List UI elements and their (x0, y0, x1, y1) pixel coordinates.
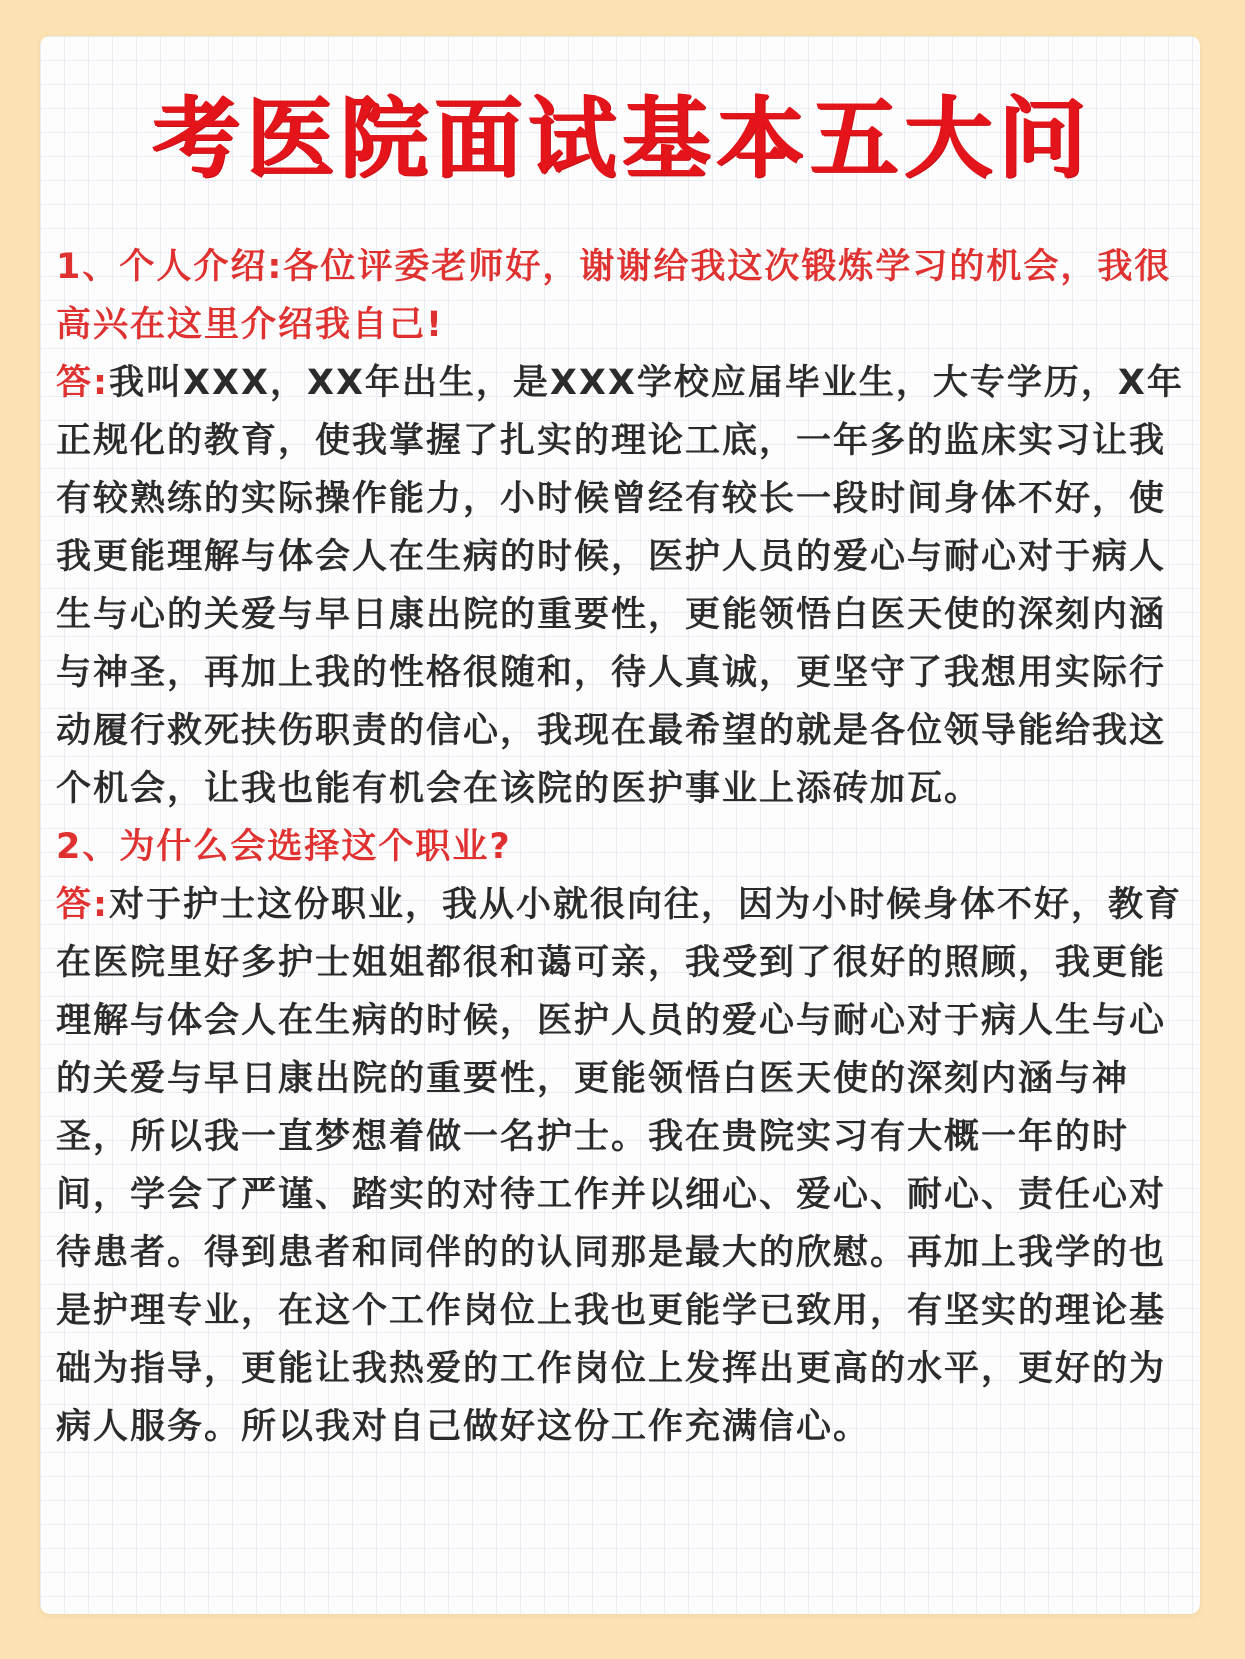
answer-label: 答: (56, 885, 109, 925)
question-2: 2、为什么会选择这个职业? (56, 827, 512, 867)
page-title: 考医院面试基本五大问 (152, 87, 1093, 190)
question-1: 1、个人介绍:各位评委老师好，谢谢给我这次锻炼学习的机会，我很高兴在这里介绍我自己! (56, 247, 1172, 345)
answer-2 (56, 876, 1196, 1456)
answer-1 (56, 354, 1196, 818)
answer-label: 答: (56, 363, 109, 403)
answer-text: 我叫XXX，XX年出生，是XXX学校应届毕业生，大专学历，X年正规化的教育，使我掌握了扎实的理论工底，一年多的监床实习让我有较熟练的实际操作能力，小时候曾经有较长一段时间身体不好，使我更能理解与体会人在生病的时候，医护人员的爱心与耐心对于病人生与心的关爱与早日康出院的重要性，更能领悟白医天使的深刻内涵与神圣，再加上我的性格很随和，待人真诚，更坚守了我想用实际行动履行救死扶伤职责的信心，我现在最希望的就是各位领导能给我这个机会，让我也能有机会在该院的医护事业上添砖加瓦。 (56, 363, 1184, 809)
answer-text: 对于护士这份职业，我从小就很向往，因为小时候身体不好，教育在医院里好多护士姐姐都很和蔼可亲，我受到了很好的照顾，我更能理解与体会人在生病的时候，医护人员的爱心与耐心对于病人生与心的关爱与早日康出院的重要性，更能领悟白医天使的深刻内涵与神圣，所以我一直梦想着做一名护士。我在贵院实习有大概一年的时间，学会了严谨、踏实的对待工作并以细心、爱心、耐心、责任心对待患者。得到患者和同伴的的认同那是最大的欣慰。再加上我学的也是护理专业，在这个工作岗位上我也更能学已致用，有坚实的理论基础为指导，更能让我热爱的工作岗位上发挥出更高的水平，更好的为病人服务。所以我对自己做好这份工作充满信心。 (56, 885, 1183, 1447)
qa-content (56, 238, 1196, 1456)
